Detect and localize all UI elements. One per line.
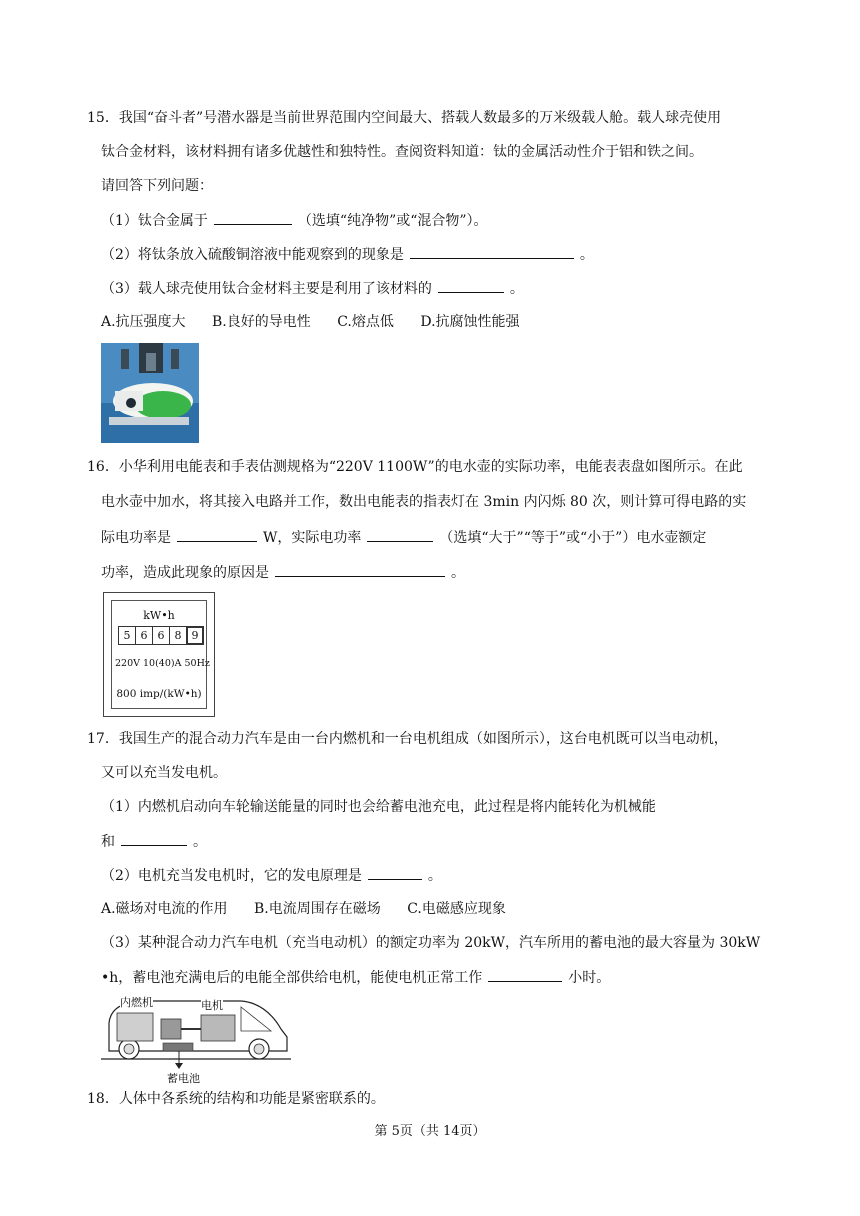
q17-sub3-text-b: •h，蓄电池充满电后的电能全部供给电机，能使电机正常工作 bbox=[101, 970, 483, 986]
q17-sub1-blank[interactable] bbox=[121, 831, 187, 846]
q17-option-a[interactable]: A.磁场对电流的作用 bbox=[101, 901, 228, 917]
meter-digit: 8 bbox=[169, 626, 187, 645]
q16-line3-text-c: （选填“大于”“等于”或“小于”）电水壶额定 bbox=[439, 530, 707, 546]
meter-digits bbox=[118, 626, 203, 645]
meter-unit: kW•h bbox=[143, 609, 175, 622]
q15-option-b[interactable]: B.良好的导电性 bbox=[212, 314, 311, 330]
q15-line-1: 15．我国“奋斗者”号潜水器是当前世界范围内空间最大、搭载人数最多的万米级载人舱。载人球壳使用 bbox=[87, 110, 722, 126]
q17-sub-3: （3）某种混合动力汽车电机（充当电动机）的额定功率为 20kW，汽车所用的蓄电池的最大容量为 30kW bbox=[101, 935, 761, 951]
meter-digit: 5 bbox=[118, 626, 136, 645]
q15-sub2-text-a: （2）将钛条放入硫酸铜溶液中能观察到的现象是 bbox=[101, 247, 404, 263]
submersible-image bbox=[101, 343, 199, 443]
meter-spec: 220V 10(40)A 50Hz bbox=[115, 658, 210, 669]
q15-option-d[interactable]: D.抗腐蚀性能强 bbox=[420, 314, 520, 330]
q15-option-c[interactable]: C.熔点低 bbox=[337, 314, 394, 330]
q15-line-3: 请回答下列问题： bbox=[101, 178, 213, 194]
meter-digit: 6 bbox=[152, 626, 170, 645]
q17-sub3-text-c: 小时。 bbox=[568, 970, 611, 986]
q15-sub1-blank[interactable] bbox=[214, 210, 292, 225]
q15-sub3-text-a: （3）载人球壳使用钛合金材料主要是利用了该材料的 bbox=[101, 281, 432, 297]
q15-sub-2 bbox=[101, 244, 594, 265]
q17-sub-3-cont bbox=[101, 967, 610, 988]
q17-sub1-text-c: 。 bbox=[193, 834, 207, 850]
q17-options bbox=[101, 899, 528, 919]
q16-reason-blank[interactable] bbox=[275, 562, 445, 577]
electricity-meter bbox=[103, 592, 215, 717]
q15-line-2: 钛合金材料，该材料拥有诸多优越性和独特性。查阅资料知道：钛的金属活动性介于铝和铁之间。 bbox=[101, 144, 703, 160]
meter-digit-decimal: 9 bbox=[186, 626, 204, 645]
q17-sub1-text-b: 和 bbox=[101, 834, 115, 850]
hybrid-car-diagram bbox=[101, 993, 291, 1083]
q15-sub-3 bbox=[101, 278, 524, 299]
q17-sub3-blank[interactable] bbox=[488, 967, 562, 982]
submersible-drawing bbox=[101, 343, 199, 443]
battery-label: 蓄电池 bbox=[167, 1072, 200, 1085]
q17-sub2-text-b: 。 bbox=[427, 868, 442, 884]
q15-sub3-blank[interactable] bbox=[438, 278, 504, 293]
q15-sub1-text-a: （1）钛合金属于 bbox=[101, 213, 208, 229]
meter-digit: 6 bbox=[135, 626, 153, 645]
meter-face bbox=[111, 600, 210, 709]
q17-line-2: 又可以充当发电机。 bbox=[101, 765, 227, 781]
q15-options bbox=[101, 312, 542, 332]
q16-line-4 bbox=[101, 562, 465, 583]
q16-line-3 bbox=[101, 527, 706, 548]
q15-sub1-text-b: （选填“纯净物”或“混合物”）。 bbox=[297, 213, 488, 229]
q16-line4-text-a: 功率，造成此现象的原因是 bbox=[101, 565, 269, 581]
q17-sub2-blank[interactable] bbox=[368, 865, 422, 880]
q16-line3-text-b: W，实际电功率 bbox=[263, 530, 362, 546]
page-footer: 第 5页（共 14页） bbox=[374, 1124, 486, 1139]
q15-sub2-text-b: 。 bbox=[579, 247, 594, 263]
meter-imp: 800 imp/(kW•h) bbox=[116, 688, 202, 700]
q15-sub2-blank[interactable] bbox=[410, 244, 574, 259]
q17-sub-2 bbox=[101, 865, 442, 886]
q17-sub2-text-a: （2）电机充当发电机时，它的发电原理是 bbox=[101, 868, 362, 884]
q16-line-2: 电水壶中加水，将其接入电路并工作，数出电能表的指表灯在 3min 内闪烁 80 次，则计算可得电路的实 bbox=[101, 494, 747, 510]
q17-sub-1-cont bbox=[101, 831, 207, 852]
q16-power-blank[interactable] bbox=[177, 527, 257, 542]
q17-sub-1: （1）内燃机启动向车轮输送能量的同时也会给蓄电池充电，此过程是将内能转化为机械能 bbox=[101, 799, 656, 815]
q15-sub-1 bbox=[101, 210, 488, 231]
motor-label: 电机 bbox=[201, 999, 223, 1012]
q16-line3-text-a: 际电功率是 bbox=[101, 530, 171, 546]
q16-line-1: 16．小华利用电能表和手表估测规格为“220V 1100W”的电水壶的实际功率，电能表表盘如图所示。在此 bbox=[87, 459, 743, 475]
q17-option-b[interactable]: B.电流周围存在磁场 bbox=[254, 901, 381, 917]
q15-option-a[interactable]: A.抗压强度大 bbox=[101, 314, 186, 330]
engine-label: 内燃机 bbox=[120, 996, 153, 1009]
q16-compare-blank[interactable] bbox=[367, 527, 433, 542]
q17-option-c[interactable]: C.电磁感应现象 bbox=[407, 901, 506, 917]
q15-sub3-text-b: 。 bbox=[509, 281, 524, 297]
q16-line4-text-b: 。 bbox=[451, 565, 465, 581]
q18-line-1: 18．人体中各系统的结构和功能是紧密联系的。 bbox=[87, 1091, 385, 1107]
q17-line-1: 17．我国生产的混合动力汽车是由一台内燃机和一台电机组成（如图所示），这台电机既可以当电动机， bbox=[87, 731, 728, 747]
